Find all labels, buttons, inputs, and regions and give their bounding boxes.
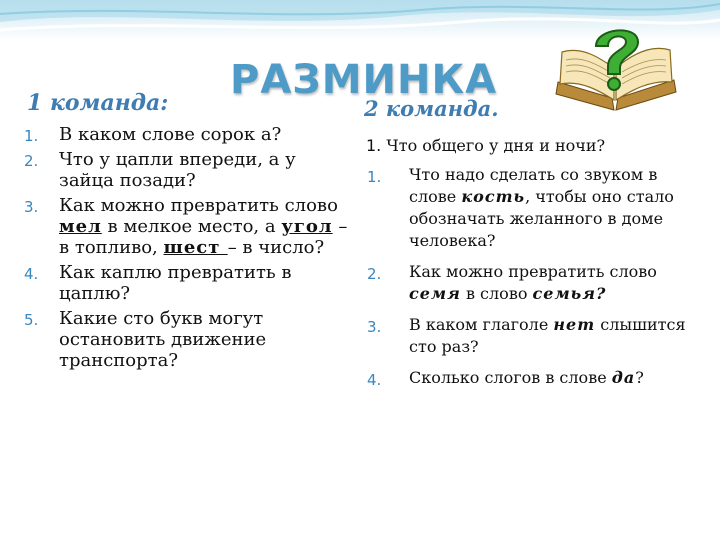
slide-title: РАЗМИНКА: [230, 57, 498, 103]
team1-question-3: [24, 195, 354, 258]
team1-heading: 1 команда:: [27, 90, 169, 116]
highlight-word: шест: [163, 237, 228, 258]
highlight-word: семья?: [532, 284, 607, 303]
team1-question-2: [24, 149, 354, 191]
question-text-part: в мелкое место, а: [101, 216, 282, 237]
question-text-part: в слово: [460, 284, 533, 303]
question-text-part: , чтобы оно стало обозначать желанного в доме человека?: [409, 187, 674, 250]
list-number: 4.: [367, 371, 382, 389]
list-number: 3.: [367, 318, 382, 336]
question-text-part: ?: [635, 368, 644, 387]
highlight-word: мел: [59, 216, 102, 237]
team1-question-1: [24, 124, 354, 145]
question-text-part: В каком глаголе: [409, 315, 554, 334]
team2-question-4: [367, 367, 692, 389]
team2-question-1: [367, 164, 692, 252]
question-text-part: Как можно превратить слово: [409, 262, 657, 281]
question-text: Что у цапли впереди, а у зайца позади?: [59, 149, 296, 191]
question-text: Как каплю превратить в цаплю?: [59, 262, 292, 304]
list-number: 2.: [24, 152, 39, 170]
list-number: 1.: [24, 127, 39, 145]
team2-question-intro: [366, 136, 605, 156]
question-text-part: Сколько слогов в слове: [409, 368, 612, 387]
list-number: 1.: [367, 168, 382, 186]
list-number: 3.: [24, 198, 39, 216]
highlight-word: угол: [281, 216, 333, 237]
question-text-part: Как можно превратить слово: [59, 195, 338, 216]
team1-question-4: [24, 262, 354, 304]
highlight-word: нет: [553, 315, 596, 334]
team1-question-5: [24, 308, 354, 371]
question-text-part: – в число?: [227, 237, 325, 258]
question-text: Какие сто букв могут остановить движение транспорта?: [59, 308, 267, 371]
question-text-part: – в топливо,: [59, 216, 348, 258]
highlight-word: семя: [409, 284, 461, 303]
team2-question-3: [367, 314, 692, 358]
open-book-question-icon: [552, 18, 680, 118]
team2-question-2: [367, 261, 692, 305]
team2-question-list: [367, 164, 692, 398]
question-text: Что общего у дня и ночи?: [381, 136, 606, 155]
question-text-part: Что надо сделать со звуком в слове: [409, 165, 658, 206]
list-number: 4.: [24, 265, 39, 283]
list-number: 1.: [366, 136, 382, 155]
list-number: 2.: [367, 265, 382, 283]
team1-question-list: [24, 124, 354, 375]
question-text: В каком слове сорок а?: [59, 124, 282, 145]
list-number: 5.: [24, 311, 39, 329]
highlight-word: кость: [461, 187, 526, 206]
question-text-part: слышится сто раз?: [409, 315, 686, 356]
highlight-word: да: [611, 368, 636, 387]
team2-heading: 2 команда.: [364, 96, 499, 121]
